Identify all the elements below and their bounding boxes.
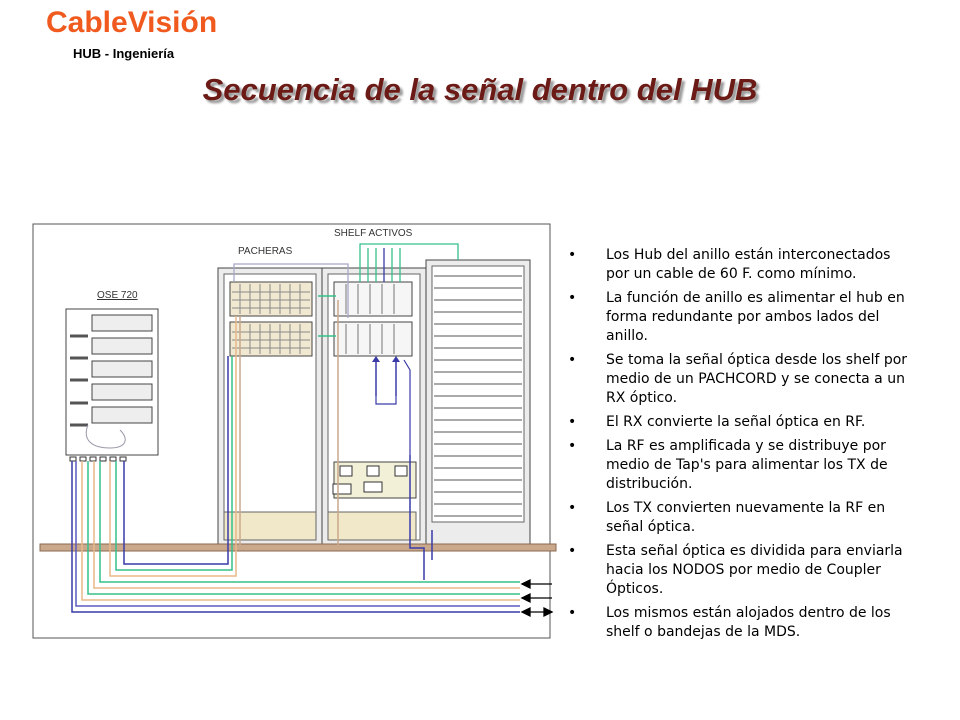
- bullet-item: • Los mismos están alojados dentro de los shelf o bandejas de la MDS.: [568, 604, 908, 642]
- bullet-item: • Los Hub del anillo están interconectados por un cable de 60 F. como mínimo.: [568, 246, 908, 284]
- bullet-item: • La RF es amplificada y se distribuye por medio de Tap's para alimentar los TX de distribución.: [568, 437, 908, 494]
- page-title: Secuencia de la señal dentro del HUB: [202, 72, 758, 107]
- label-shelf-activos: SHELF ACTIVOS: [334, 228, 413, 239]
- rack-pacheras: [218, 268, 322, 546]
- brand-logo: CableVisión: [46, 6, 218, 39]
- bullet-item: • Se toma la señal óptica desde los shelf por medio de un PACHCORD y se conecta a un RX óptico.: [568, 351, 908, 408]
- ose-cabinet: [66, 309, 158, 461]
- bullet-item: • La función de anillo es alimentar el hub en forma redundante por ambos lados del anillo.: [568, 289, 908, 346]
- rack-distribucion: [426, 260, 530, 546]
- bullet-item: • El RX convierte la señal óptica en RF.: [568, 413, 908, 432]
- brand-subtitle: HUB - Ingeniería: [73, 46, 175, 61]
- signal-arrows: [522, 580, 552, 616]
- bullet-item: • Los TX convierten nuevamente la RF en señal óptica.: [568, 499, 908, 537]
- label-ose: OSE 720: [97, 290, 138, 301]
- label-pacheras: PACHERAS: [238, 246, 293, 257]
- bullet-list: [568, 246, 908, 647]
- bullet-item: • Esta señal óptica es dividida para enviarla hacia los NODOS por medio de Coupler Ópticos.: [568, 542, 908, 599]
